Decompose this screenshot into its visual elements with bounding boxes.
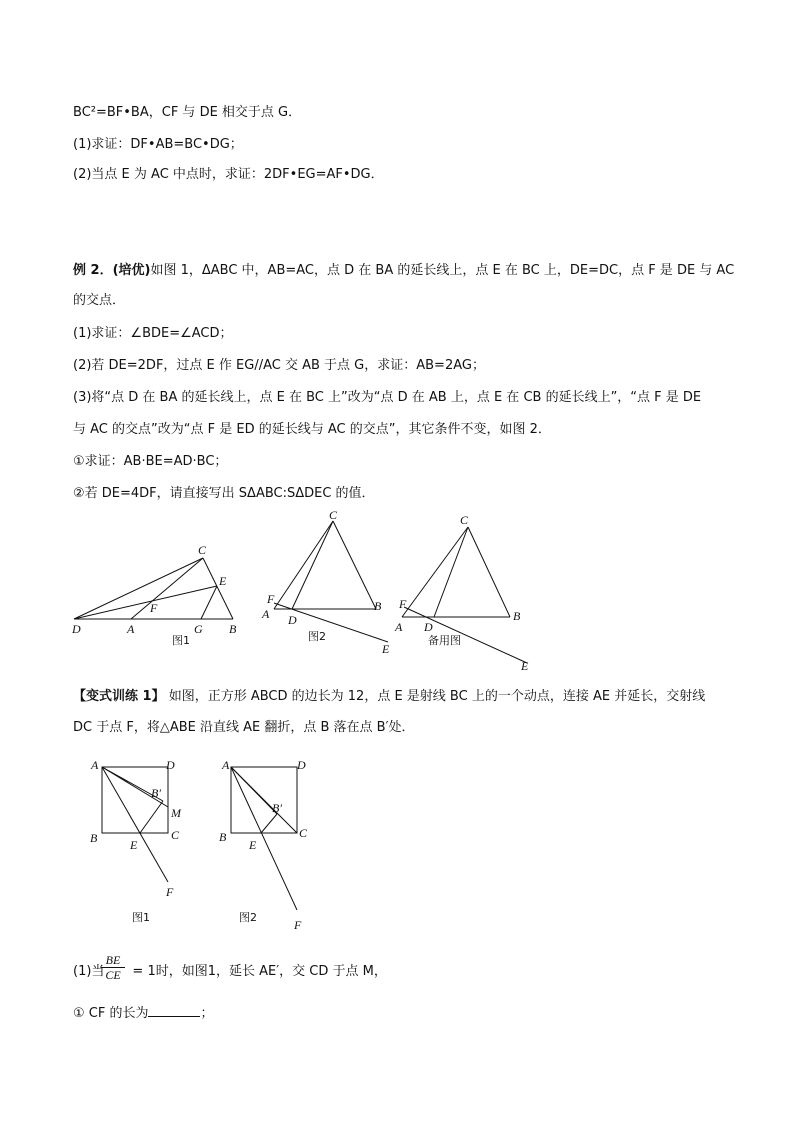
sq2-label-e: E [249,838,257,852]
variant-text-a: 如图，正方形 ABCD 的边长为 12，点 E 是射线 BC 上的一个动点，连接 AE 并延长，交射线 [164,689,706,704]
example2-q3-a: (3)将“点 D 在 BA 的延长线上，点 E 在 BC 上”改为“点 D 在 AB 上，点 E 在 CB 的延长线上”，“点 F 是 DE [73,390,702,405]
fig3-label-c: C [460,513,469,527]
sq2-label-b: B [219,830,227,844]
q1-fraction [101,953,125,982]
fig1-label-c: C [198,543,207,557]
sq2-label-c: C [299,826,308,840]
fraction-numerator: BE [101,953,125,968]
fig2-label-c: C [329,508,338,522]
fig1-caption: 图1 [172,634,190,647]
text-line-2: (1)求证：DF•AB=BC•DG； [73,137,243,152]
fig1-label-f: F [150,601,158,615]
sq2-label-a: A [222,758,230,772]
figure-1 [60,540,250,650]
q1-sub-prefix: ① CF 的长为 [73,1006,149,1021]
sq2-label-bprime: B′ [272,801,282,815]
fig3-label-a: A [395,620,403,634]
fig3-label-f: F [399,597,407,611]
fraction-denominator: CE [105,968,121,982]
example2-line-2: 的交点． [73,293,126,308]
example2-label: 例 2．(培优) [73,263,151,278]
fig1-label-a: A [127,622,135,636]
fig3-label-e: E [521,659,529,673]
fig3-label-d: D [424,620,433,634]
q1-suffix: = 1时，如图1，延长 AE′，交 CD 于点 M， [132,964,387,979]
fig1-label-b: B [229,622,237,636]
example2-text-a: 如图 1，ΔABC 中，AB=AC，点 D 在 BA 的延长线上，点 E 在 BC 上，DE=DC，点 F 是 DE 与 AC [150,263,735,278]
sq1-label-bprime: B′ [151,786,161,800]
sq1-label-a: A [91,758,99,772]
variant-label: 【变式训练 1】 [73,689,165,704]
square-figure-1 [85,755,195,925]
sq1-caption: 图1 [132,911,150,924]
variant-line-2: DC 于点 F，将△ABE 沿直线 AE 翻折，点 B 落在点 B′处． [73,720,415,735]
q1-sub-line [73,1004,214,1023]
fig2-label-a: A [262,607,270,621]
sq1-label-b: B [90,831,98,845]
sq2-caption: 图2 [239,911,257,924]
figure-backup [390,510,540,675]
sq2-label-d: D [297,758,306,772]
sq1-label-d: D [166,758,175,772]
fig2-caption: 图2 [308,630,326,643]
sq1-label-f: F [166,885,174,899]
example2-q3-b: 与 AC 的交点”改为“点 F 是 ED 的延长线与 AC 的交点”，其它条件不变，如图 2． [73,422,551,437]
q1-sub-suffix: ； [200,1006,214,1021]
sq2-label-f: F [294,918,302,932]
example2-q3-1: ①求证：AB·BE=AD·BC； [73,454,228,469]
sq1-label-m: M [171,806,181,820]
figure-2 [258,505,398,660]
fig1-label-g: G [194,622,203,636]
sq1-label-e: E [130,838,138,852]
example2-q3-2: ②若 DE=4DF，请直接写出 SΔABC:SΔDEC 的值． [73,486,375,501]
fig2-label-b: B [374,599,382,613]
example2-q1: (1)求证：∠BDE=∠ACD； [73,326,233,341]
fig2-label-f: F [267,592,275,606]
fig3-caption: 备用图 [428,634,461,647]
example2-line-1 [73,262,734,280]
text-line-3: (2)当点 E 为 AC 中点时，求证：2DF•EG=AF•DG． [73,167,384,182]
q1-prefix: (1)当 [73,964,105,979]
fig1-label-d: D [72,622,81,636]
example2-q2: (2)若 DE=2DF，过点 E 作 EG//AC 交 AB 于点 G，求证：AB=2AG； [73,358,485,373]
fig2-label-d: D [288,613,297,627]
fig2-label-e: E [382,642,390,656]
text-line-1: BC²=BF•BA，CF 与 DE 相交于点 G． [73,105,302,120]
sq1-label-c: C [171,828,180,842]
answer-blank[interactable] [148,1004,200,1017]
fig1-label-e: E [219,574,227,588]
square-figure-2 [215,755,325,940]
fig3-label-b: B [513,609,521,623]
variant-line-1 [73,688,705,706]
